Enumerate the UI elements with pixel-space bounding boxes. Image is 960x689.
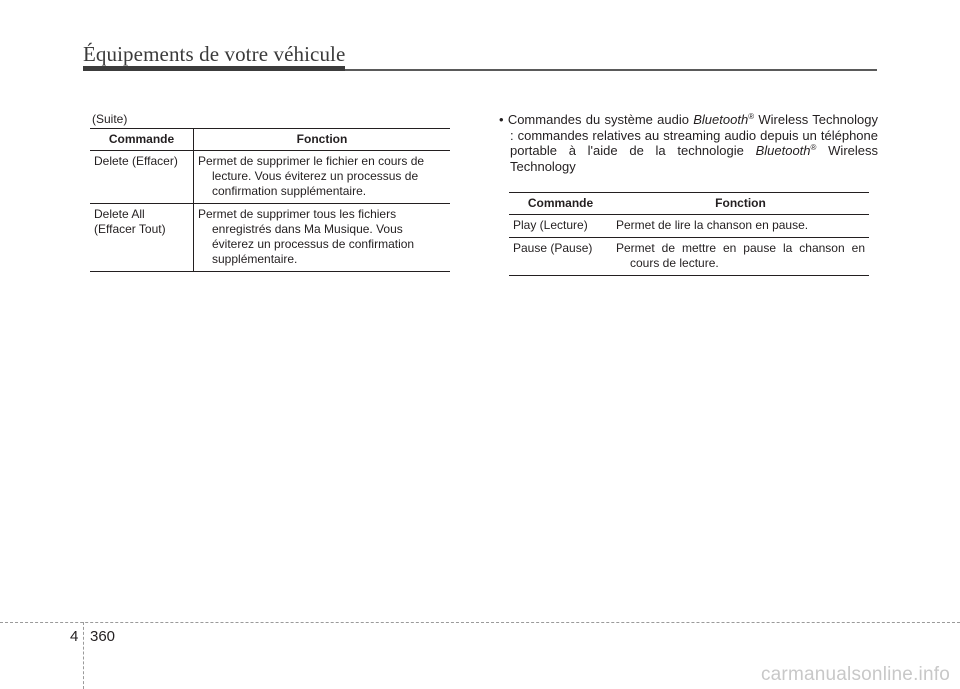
command-cell: [90, 204, 194, 272]
bullet-mid: Wireless Technology : commandes relatives au streaming audio depuis un téléphone portable à l'aide de la technologie: [510, 112, 878, 158]
table-header-row: [90, 129, 450, 151]
command-cell: Play (Lecture): [509, 215, 612, 238]
column-header-function: Fonction: [194, 129, 451, 151]
footer-vertical-rule: [83, 622, 84, 689]
table-row: [90, 204, 450, 272]
table-row: [509, 215, 869, 238]
function-text: Permet de supprimer le fichier en cours de lecture. Vous éviterez un processus de confirmation supplémentaire.: [198, 154, 425, 198]
header-bar-dark: [83, 66, 345, 71]
command-cell: Pause (Pause): [509, 238, 612, 276]
function-text: Permet de lire la chanson en pause.: [616, 218, 809, 232]
command-line-1: Delete All: [94, 207, 145, 221]
header-rule: [345, 69, 877, 71]
registered-mark-2: ®: [810, 143, 817, 152]
bluetooth-bullet-paragraph: [499, 112, 878, 174]
commands-table-music: [90, 128, 450, 272]
function-cell: [194, 151, 451, 204]
bluetooth-brand: Bluetooth: [693, 112, 749, 127]
column-header-command: Commande: [90, 129, 194, 151]
function-text: Permet de mettre en pause la chanson en cours de lecture.: [616, 241, 865, 270]
bullet-prefix: • Commandes du système audio: [499, 112, 694, 127]
function-text: Permet de supprimer tous les fichiers enregistrés dans Ma Musique. Vous éviterez un processus de confirmation supplémentaire.: [198, 207, 415, 266]
commands-table-bluetooth: [509, 192, 869, 276]
table-row: [509, 238, 869, 276]
column-header-function: Fonction: [612, 193, 869, 215]
table-row: [90, 151, 450, 204]
bullet-suffix: Wireless Technology: [510, 143, 878, 174]
table-header-row: [509, 193, 869, 215]
watermark: carmanualsonline.info: [760, 664, 950, 685]
page-header-title: Équipements de votre véhicule: [83, 42, 346, 66]
page-number: 360: [90, 628, 116, 645]
function-cell: [194, 204, 451, 272]
chapter-number: 4: [70, 628, 79, 645]
registered-mark: ®: [748, 112, 755, 121]
command-cell: Delete (Effacer): [90, 151, 194, 204]
function-cell: [612, 215, 869, 238]
function-cell: [612, 238, 869, 276]
command-line-2: (Effacer Tout): [94, 222, 166, 236]
bluetooth-brand-2: Bluetooth: [755, 143, 811, 158]
suite-label: (Suite): [92, 112, 128, 126]
column-header-command: Commande: [509, 193, 612, 215]
footer-dashed-rule: [0, 622, 960, 623]
